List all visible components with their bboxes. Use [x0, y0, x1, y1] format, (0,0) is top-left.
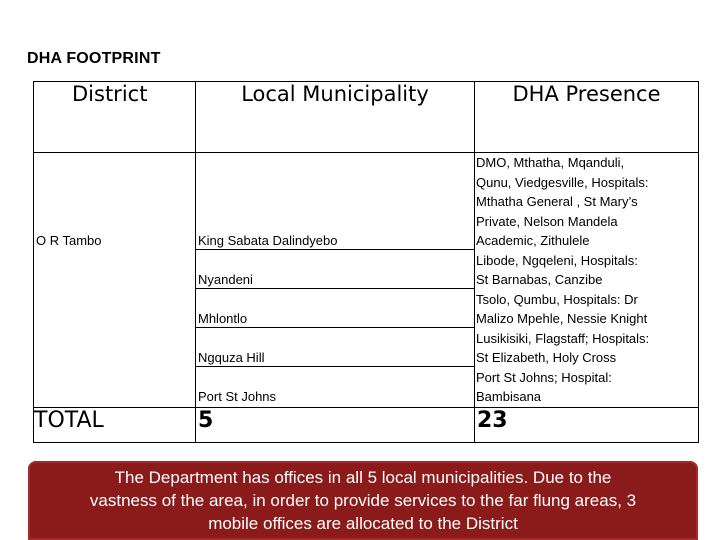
presence-line: Mthatha General , St Mary’s: [476, 194, 638, 209]
presence-line: Malizo Mpehle, Nessie Knight: [476, 311, 648, 326]
municipality-row: [196, 153, 474, 249]
municipality-row: [196, 249, 474, 288]
banner-line: vastness of the area, in order to provide services to the far flung areas, 3: [89, 491, 637, 510]
presence-line: Private, Nelson Mandela: [476, 213, 618, 229]
presence-line: Academic, Zithulele: [476, 233, 590, 248]
header-dha-presence: DHA Presence: [475, 82, 699, 153]
presence-cell: [475, 153, 699, 408]
table-row: [34, 153, 699, 408]
presence-line: St Elizabeth, Holy Cross: [476, 350, 617, 365]
presence-line: Qunu, Viedgesville, Hospitals:: [476, 174, 649, 190]
municipality-row: [196, 366, 474, 405]
district-name: O R Tambo: [36, 233, 102, 248]
footprint-table: [33, 81, 699, 443]
presence-line: Libode, Ngqeleni, Hospitals:: [476, 252, 638, 268]
banner-line: The Department has offices in all 5 local municipalities. Due to the: [114, 468, 612, 487]
total-presence: 23: [475, 407, 699, 442]
presence-line: Tsolo, Qumbu, Hospitals: Dr: [476, 291, 638, 307]
municipality-name: Nyandeni: [198, 272, 253, 287]
page-title: DHA FOOTPRINT: [27, 50, 161, 67]
municipality-row: [196, 288, 474, 327]
municipality-name: Ngquza Hill: [198, 350, 265, 365]
district-cell: [34, 153, 196, 408]
presence-line: Lusikisiki, Flagstaff; Hospitals:: [476, 330, 650, 346]
header-local-municipality: Local Municipality: [196, 82, 475, 153]
municipality-row: [196, 327, 474, 366]
header-row: [34, 82, 699, 153]
municipalities-cell: [196, 153, 475, 408]
presence-line: St Barnabas, Canzibe: [476, 272, 603, 287]
presence-line: Bambisana: [476, 389, 542, 404]
header-district: District: [34, 82, 196, 153]
municipality-name: Port St Johns: [198, 389, 277, 404]
banner-line: mobile offices are allocated to the District: [208, 514, 518, 533]
presence-line: DMO, Mthatha, Mqanduli,: [476, 155, 625, 170]
info-banner: [28, 461, 698, 540]
total-row: [34, 407, 699, 442]
municipality-name: King Sabata Dalindyebo: [198, 233, 338, 248]
presence-line: Port St Johns; Hospital:: [476, 369, 612, 385]
total-label: TOTAL: [34, 407, 196, 442]
municipality-name: Mhlontlo: [198, 311, 248, 326]
total-municipalities: 5: [196, 407, 475, 442]
